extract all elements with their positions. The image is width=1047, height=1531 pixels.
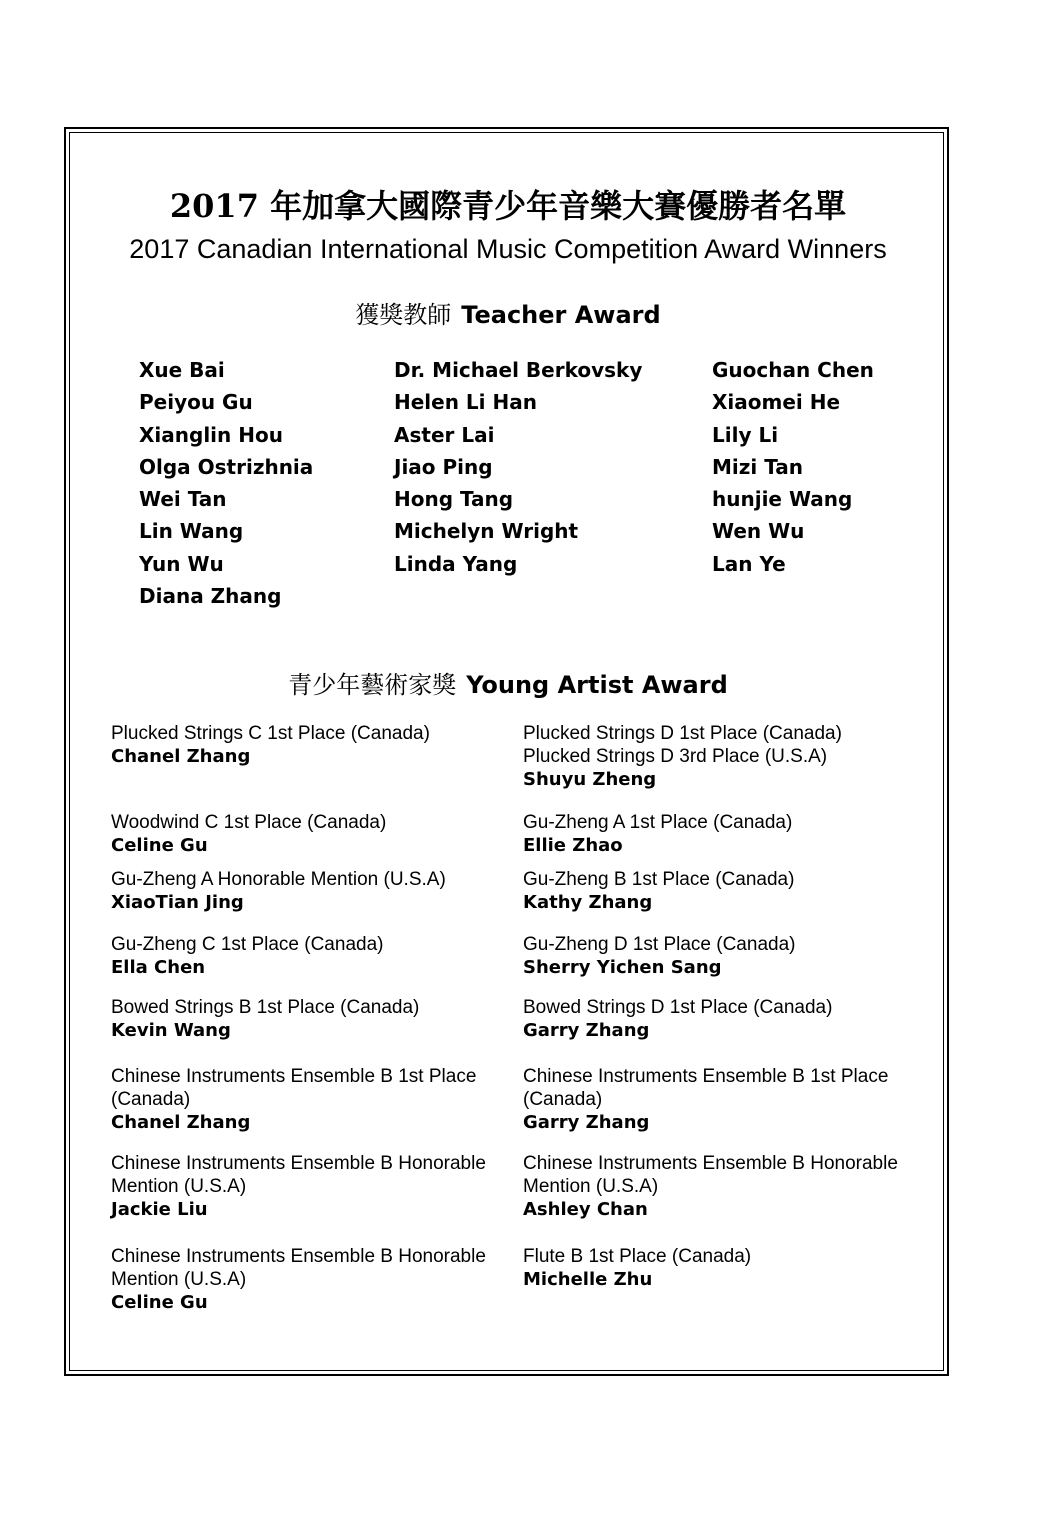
teacher-name: Dr. Michael Berkovsky (394, 358, 643, 382)
award-category: Chinese Instruments Ensemble B Honorable Mention (U.S.A) (111, 1246, 486, 1290)
award-winner: Shuyu Zheng (523, 769, 657, 790)
award-category: Gu-Zheng C 1st Place (Canada) (111, 934, 384, 955)
award-winner: Chanel Zhang (111, 746, 251, 767)
teacher-name: Helen Li Han (394, 390, 537, 415)
award-category: Plucked Strings D 1st Place (Canada) Plucked Strings D 3rd Place (U.S.A) (523, 723, 842, 767)
teacher-name: Hong Tang (394, 487, 514, 512)
award-entry (111, 1065, 506, 1134)
award-category: Plucked Strings C 1st Place (Canada) (111, 723, 430, 744)
award-entry (523, 996, 918, 1042)
award-winner: Garry Zhang (523, 1020, 650, 1041)
award-winner: Celine Gu (111, 1292, 208, 1313)
award-entry (523, 1152, 918, 1221)
award-winner: Sherry Yichen Sang (523, 957, 722, 978)
young-artist-award-heading-en: Young Artist Award (466, 671, 728, 699)
award-entry (111, 811, 506, 857)
teacher-name: Olga Ostrizhnia (139, 454, 314, 479)
teacher-name: Mizi Tan (712, 454, 804, 479)
award-winner: Celine Gu (111, 835, 208, 856)
teacher-name: Lin Wang (139, 519, 244, 544)
award-winner: Ellie Zhao (523, 835, 623, 856)
teacher-award-heading-en: Teacher Award (461, 301, 661, 329)
award-entry (111, 1245, 506, 1314)
award-category: Chinese Instruments Ensemble B 1st Place (Canada) (111, 1066, 477, 1110)
teacher-name: Wei Tan (139, 487, 227, 512)
award-winner: Ashley Chan (523, 1199, 648, 1220)
award-entry (111, 722, 506, 768)
teacher-award-heading (0, 299, 1016, 331)
teacher-name: Peiyou Gu (139, 390, 253, 415)
teacher-award-heading-cn: 獲獎教師 (355, 301, 452, 329)
award-category: Gu-Zheng B 1st Place (Canada) (523, 869, 795, 890)
teacher-name: Xue Bai (139, 358, 225, 382)
teacher-column-3 (712, 354, 874, 580)
award-entry (111, 868, 506, 914)
teacher-name: Yun Wu (139, 551, 224, 576)
award-category: Gu-Zheng A 1st Place (Canada) (523, 812, 793, 833)
teacher-name: Guochan Chen (712, 358, 874, 382)
award-category: Chinese Instruments Ensemble B 1st Place (Canada) (523, 1066, 889, 1110)
teacher-name: Xiaomei He (712, 390, 841, 415)
teacher-name: Diana Zhang (139, 584, 282, 609)
title-english: 2017 Canadian International Music Competition Award Winners (129, 234, 887, 264)
teacher-name: Lan Ye (712, 551, 786, 576)
award-category: Bowed Strings B 1st Place (Canada) (111, 997, 420, 1018)
award-entry (111, 996, 506, 1042)
teacher-name: hunjie Wang (712, 487, 853, 512)
award-entry (523, 868, 918, 914)
award-winner: Chanel Zhang (111, 1112, 251, 1133)
award-category: Woodwind C 1st Place (Canada) (111, 812, 387, 833)
award-entry (111, 1152, 506, 1221)
award-winner: Ella Chen (111, 957, 206, 978)
award-entry (111, 933, 506, 979)
teacher-name: Lily Li (712, 422, 779, 447)
young-artist-award-heading-cn: 青少年藝術家獎 (288, 671, 457, 699)
award-category: Flute B 1st Place (Canada) (523, 1246, 752, 1267)
award-entry (523, 933, 918, 979)
award-category: Bowed Strings D 1st Place (Canada) (523, 997, 833, 1018)
award-entry (523, 1065, 918, 1134)
teacher-name: Aster Lai (394, 422, 495, 447)
teacher-name: Jiao Ping (394, 454, 493, 479)
award-category: Gu-Zheng D 1st Place (Canada) (523, 934, 796, 955)
teacher-column-1 (139, 354, 313, 612)
award-entry (523, 722, 918, 791)
award-winner: Kathy Zhang (523, 892, 653, 913)
award-entry (523, 1245, 918, 1291)
teacher-name: Wen Wu (712, 519, 805, 544)
award-category: Gu-Zheng A Honorable Mention (U.S.A) (111, 869, 446, 890)
award-winner: Garry Zhang (523, 1112, 650, 1133)
award-winner: Jackie Liu (111, 1199, 208, 1220)
teacher-name: Michelyn Wright (394, 519, 579, 544)
award-winner: Kevin Wang (111, 1020, 231, 1041)
title-chinese: 2017 年加拿大國際青少年音樂大賽優勝者名單 (169, 187, 847, 225)
award-winner: XiaoTian Jing (111, 892, 244, 913)
teacher-column-2 (394, 354, 642, 580)
award-winner: Michelle Zhu (523, 1269, 653, 1290)
teacher-name: Xianglin Hou (139, 422, 283, 447)
award-entry (523, 811, 918, 857)
award-category: Chinese Instruments Ensemble B Honorable Mention (U.S.A) (111, 1153, 486, 1197)
young-artist-award-heading (0, 669, 1016, 701)
award-category: Chinese Instruments Ensemble B Honorable Mention (U.S.A) (523, 1153, 898, 1197)
teacher-name: Linda Yang (394, 551, 518, 576)
